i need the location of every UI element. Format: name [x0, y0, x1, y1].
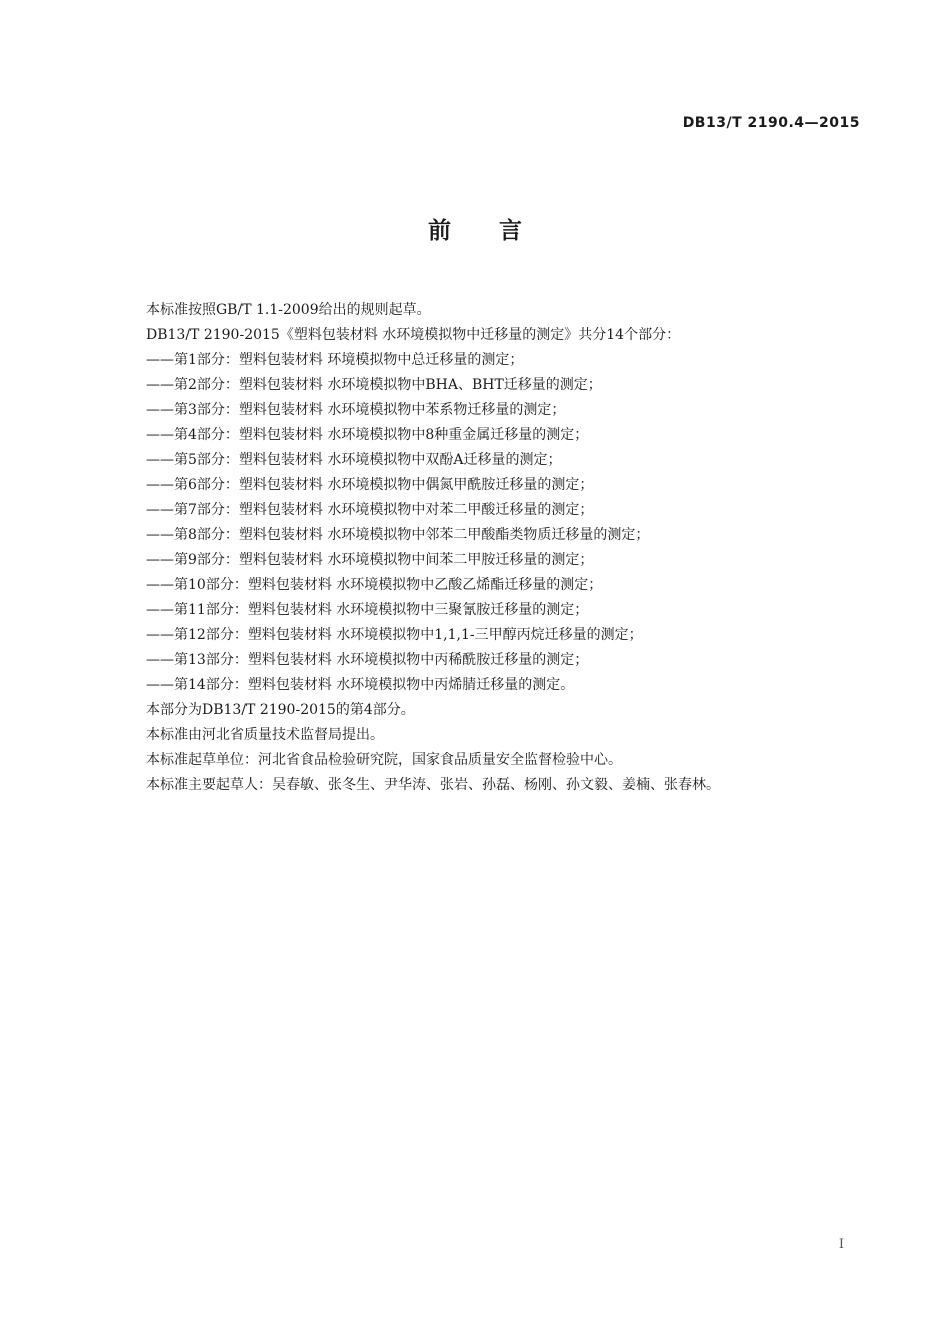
part-list-item: ——第4部分：塑料包装材料 水环境模拟物中8种重金属迁移量的测定； — [146, 427, 589, 443]
document-code: DB13/T 2190.4—2015 — [682, 115, 860, 131]
part-list-item: ——第8部分：塑料包装材料 水环境模拟物中邻苯二甲酸酯类物质迁移量的测定； — [146, 527, 650, 543]
foreword-body — [146, 298, 866, 798]
closing-line: 本部分为DB13/T 2190-2015的第4部分。 — [146, 702, 415, 718]
page-number: I — [838, 1237, 844, 1252]
part-list-item: ——第5部分：塑料包装材料 水环境模拟物中双酚A迁移量的测定； — [146, 452, 562, 468]
part-list-item: ——第14部分：塑料包装材料 水环境模拟物中丙烯腈迁移量的测定。 — [146, 677, 575, 693]
part-list-item: ——第3部分：塑料包装材料 水环境模拟物中苯系物迁移量的测定； — [146, 402, 566, 418]
intro-line: DB13/T 2190-2015《塑料包装材料 水环境模拟物中迁移量的测定》共分14个部分： — [146, 327, 681, 343]
part-list-item: ——第10部分：塑料包装材料 水环境模拟物中乙酸乙烯酯迁移量的测定； — [146, 577, 603, 593]
part-list-item: ——第12部分：塑料包装材料 水环境模拟物中1,1,1-三甲醇丙烷迁移量的测定； — [146, 627, 643, 643]
part-list-item: ——第9部分：塑料包装材料 水环境模拟物中间苯二甲胺迁移量的测定； — [146, 552, 594, 568]
closing-line: 本标准由河北省质量技术监督局提出。 — [146, 727, 384, 743]
part-list-item: ——第13部分：塑料包装材料 水环境模拟物中丙稀酰胺迁移量的测定； — [146, 652, 589, 668]
part-list-item: ——第1部分：塑料包装材料 环境模拟物中总迁移量的测定； — [146, 352, 524, 368]
part-list-item: ——第2部分：塑料包装材料 水环境模拟物中BHA、BHT迁移量的测定； — [146, 377, 602, 393]
intro-line: 本标准按照GB/T 1.1-2009给出的规则起草。 — [146, 302, 431, 318]
part-list-item: ——第6部分：塑料包装材料 水环境模拟物中偶氮甲酰胺迁移量的测定； — [146, 477, 594, 493]
part-list-item: ——第11部分：塑料包装材料 水环境模拟物中三聚氰胺迁移量的测定； — [146, 602, 589, 618]
page-title: 前言 — [428, 218, 570, 244]
closing-line: 本标准主要起草人：吴春敏、张冬生、尹华涛、张岩、孙磊、杨刚、孙文毅、姜楠、张春林。 — [146, 777, 720, 793]
closing-line: 本标准起草单位：河北省食品检验研究院，国家食品质量安全监督检验中心。 — [146, 752, 622, 768]
part-list-item: ——第7部分：塑料包装材料 水环境模拟物中对苯二甲酸迁移量的测定； — [146, 502, 594, 518]
